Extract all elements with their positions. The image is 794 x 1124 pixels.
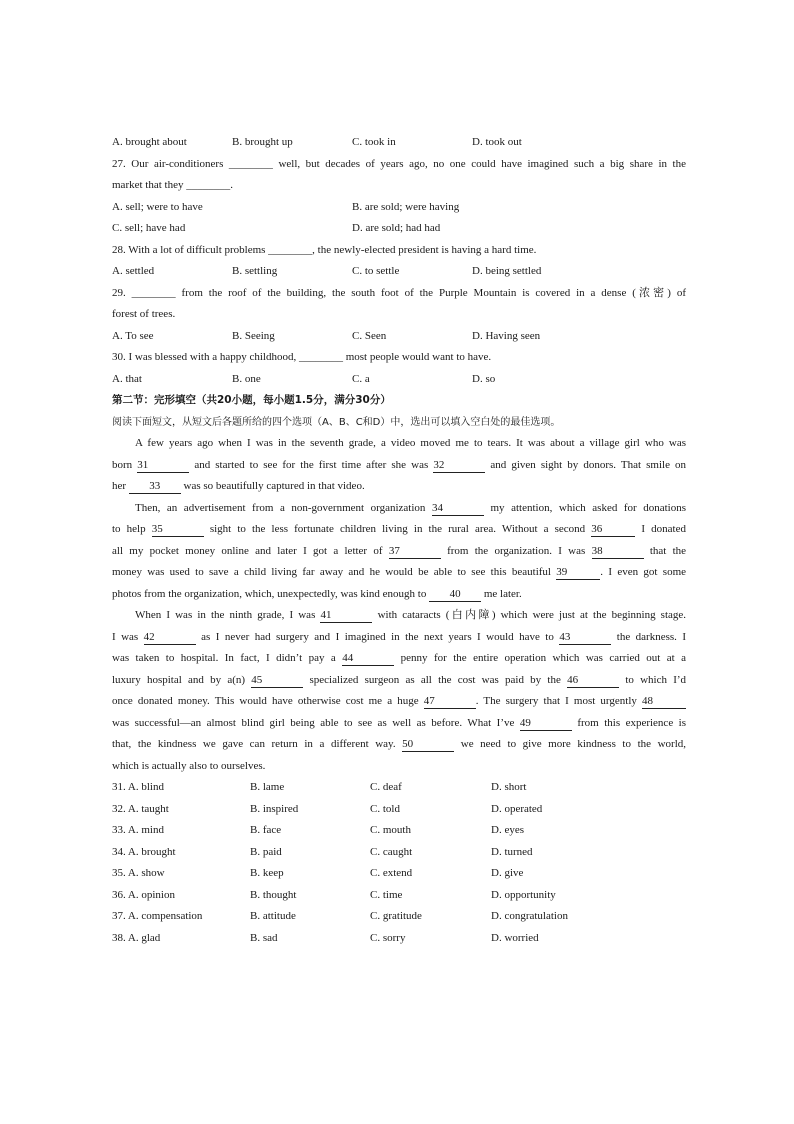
passage-text: born <box>112 458 133 471</box>
passage-text: as I never had surgery and I imagined in the next years I would have to <box>201 630 554 643</box>
blank-50: 50 <box>402 738 454 752</box>
passage-text: and given sight by donors. That smile on <box>490 458 687 471</box>
q29-stem: 29. ________ from the roof of the building, the south foot of the Purple Mountain is covered in a dense (浓密) of <box>112 286 686 299</box>
option: A. sell; were to have <box>112 200 203 213</box>
q27-stem: 27. Our air-conditioners ________ well, but decades of years ago, no one could have imagined such a big share in the <box>112 157 686 170</box>
option: 36. A. opinion <box>112 888 175 901</box>
exam-page <box>112 132 686 949</box>
passage-line <box>112 476 686 498</box>
option: 32. A. taught <box>112 802 169 815</box>
option: 33. A. mind <box>112 824 164 836</box>
passage-text: was successful—an almost blind girl being able to see as well as before. What I’ve <box>112 716 515 729</box>
passage-text: was so beautifully captured in that video. <box>183 480 365 492</box>
blank-49: 49 <box>520 717 572 731</box>
option: D. short <box>491 781 527 793</box>
passage-line <box>112 584 686 606</box>
option: C. mouth <box>370 824 411 836</box>
blank-41: 41 <box>320 609 372 623</box>
option: D. opportunity <box>491 888 556 901</box>
option: C. sell; have had <box>112 222 186 234</box>
option: C. extend <box>370 867 413 879</box>
choice-row <box>112 928 686 950</box>
option: D. took out <box>472 136 522 148</box>
blank-43: 43 <box>559 631 611 645</box>
passage-line: A few years ago when I was in the seventh grade, a video moved me to tears. It was about a village girl who was <box>135 437 686 449</box>
option: 31. A. blind <box>112 781 164 793</box>
choice-row <box>112 863 686 885</box>
q30-stem: 30. I was blessed with a happy childhood, ________ most people would want to have. <box>112 351 492 363</box>
passage-line <box>112 627 686 649</box>
passage-text: the darkness. I <box>616 630 687 643</box>
passage-text: to which I’d <box>625 673 687 686</box>
blank-47: 47 <box>424 695 476 709</box>
passage-text: specialized surgeon as all the cost was paid by the <box>309 673 561 686</box>
passage-line <box>112 605 686 627</box>
blank-31: 31 <box>137 459 189 473</box>
section-instruction: 阅读下面短文，从短文后各题所给的四个选项（A、B、C和D）中，选出可以填入空白处的最佳选项。 <box>112 416 561 428</box>
q27-options-row2 <box>112 218 686 240</box>
option: B. lame <box>250 781 285 793</box>
passage-text: all my pocket money online and later I got a letter of <box>112 544 383 557</box>
option: B. inspired <box>250 802 299 815</box>
blank-46: 46 <box>567 674 619 688</box>
blank-36: 36 <box>591 523 635 537</box>
passage-text: When I was in the ninth grade, I was <box>135 609 316 621</box>
option: C. a <box>352 372 370 385</box>
passage-text: Then, an advertisement from a non-government organization <box>135 501 426 514</box>
q29-stem-cont: forest of trees. <box>112 308 176 320</box>
passage-line <box>112 519 686 541</box>
option: B. one <box>232 372 261 385</box>
passage-line <box>112 734 686 756</box>
option: A. that <box>112 372 142 385</box>
blank-33: 33 <box>129 480 181 494</box>
q27-options-row1 <box>112 197 686 219</box>
passage-text: that, the kindness we gave can return in a different way. <box>112 738 396 750</box>
option: B. sad <box>250 931 278 944</box>
passage-line <box>112 455 686 477</box>
passage-text: with cataracts (白内障) which were just at the beginning stage. <box>377 609 687 621</box>
passage-text: money was used to save a child living far away and he would be able to see this beautiful <box>112 566 551 578</box>
option: D. eyes <box>491 824 524 836</box>
blank-38: 38 <box>592 545 644 559</box>
q28-options <box>112 261 686 283</box>
q29-options <box>112 326 686 348</box>
q27-stem-cont: market that they ________. <box>112 179 233 191</box>
option: B. brought up <box>232 136 293 148</box>
option: C. told <box>370 802 400 815</box>
passage-text: once donated money. This would have otherwise cost me a huge <box>112 695 419 707</box>
passage-text: sight to the less fortunate children living in the rural area. Without a second <box>209 523 586 535</box>
option: C. sorry <box>370 931 406 944</box>
blank-42: 42 <box>144 631 196 645</box>
passage-text: that the <box>649 544 687 557</box>
option: A. settled <box>112 265 155 277</box>
passage-text: we need to give more kindness to the world, <box>460 738 687 750</box>
blank-35: 35 <box>152 523 204 537</box>
passage-line <box>112 648 686 670</box>
passage-text: I was <box>112 630 139 643</box>
passage-text: penny for the entire operation which was carried out at a <box>400 652 687 664</box>
option: B. are sold; were having <box>352 200 460 213</box>
option: B. attitude <box>250 910 296 922</box>
section-title: 第二节：完形填空（共20小题，每小题1.5分，满分30分） <box>112 394 391 406</box>
passage-line <box>112 562 686 584</box>
blank-48: 48 <box>642 695 686 709</box>
option: C. gratitude <box>370 910 422 922</box>
blank-40: 40 <box>429 588 481 602</box>
option: C. deaf <box>370 781 402 793</box>
passage-text: . The surgery that I most urgently <box>475 695 637 707</box>
choice-row <box>112 885 686 907</box>
passage-line: which is actually also to ourselves. <box>112 759 266 772</box>
choice-row <box>112 820 686 842</box>
choice-row <box>112 842 686 864</box>
passage-text: and started to see for the first time after she was <box>194 458 429 471</box>
passage-text: my attention, which asked for donations <box>490 501 687 514</box>
blank-34: 34 <box>432 502 484 516</box>
option: B. paid <box>250 845 282 858</box>
option: B. keep <box>250 867 284 879</box>
option: C. Seen <box>352 329 387 342</box>
option: B. thought <box>250 888 297 901</box>
option: B. settling <box>232 265 278 277</box>
option: D. congratulation <box>491 910 568 922</box>
passage-line <box>112 713 686 735</box>
passage-text: from this experience is <box>577 716 687 729</box>
q26-options <box>112 132 686 154</box>
option: D. so <box>472 372 496 385</box>
q28-stem: 28. With a lot of difficult problems ________, the newly-elected president is having a hard time. <box>112 243 537 256</box>
blank-39: 39 <box>556 566 600 580</box>
option: D. give <box>491 867 524 879</box>
passage-line <box>112 498 686 520</box>
option: A. brought about <box>112 136 187 148</box>
choice-row <box>112 906 686 928</box>
option: B. Seeing <box>232 329 275 342</box>
option: D. being settled <box>472 265 542 277</box>
option: 35. A. show <box>112 867 165 879</box>
option: C. took in <box>352 136 396 148</box>
passage-line <box>112 541 686 563</box>
blank-45: 45 <box>251 674 303 688</box>
option: B. face <box>250 824 282 836</box>
option: C. caught <box>370 845 413 858</box>
option: 37. A. compensation <box>112 910 203 922</box>
blank-37: 37 <box>389 545 441 559</box>
option: 38. A. glad <box>112 931 161 944</box>
passage-text: from the organization. I was <box>447 544 586 557</box>
passage-text: luxury hospital and by a(n) <box>112 673 246 686</box>
option: D. are sold; had had <box>352 222 441 234</box>
q30-options <box>112 369 686 391</box>
option: D. operated <box>491 802 543 815</box>
option: D. Having seen <box>472 329 541 342</box>
blank-32: 32 <box>433 459 485 473</box>
choice-row <box>112 777 686 799</box>
option: D. worried <box>491 931 539 944</box>
passage-text: to help <box>112 523 146 535</box>
option: A. To see <box>112 329 154 342</box>
option: D. turned <box>491 845 533 858</box>
choice-row <box>112 799 686 821</box>
passage-line <box>112 691 686 713</box>
passage-line <box>112 670 686 692</box>
passage-text: was taken to hospital. In fact, I didn’t pay a <box>112 652 336 664</box>
option: C. time <box>370 888 403 901</box>
blank-44: 44 <box>342 652 394 666</box>
passage-text: her <box>112 480 127 492</box>
passage-text: . I even got some <box>600 566 687 578</box>
passage-text: photos from the organization, which, unexpectedly, was kind enough to <box>112 587 427 600</box>
passage-text: me later. <box>483 587 522 600</box>
option: 34. A. brought <box>112 845 176 858</box>
option: C. to settle <box>352 265 400 277</box>
passage-text: I donated <box>641 523 686 535</box>
